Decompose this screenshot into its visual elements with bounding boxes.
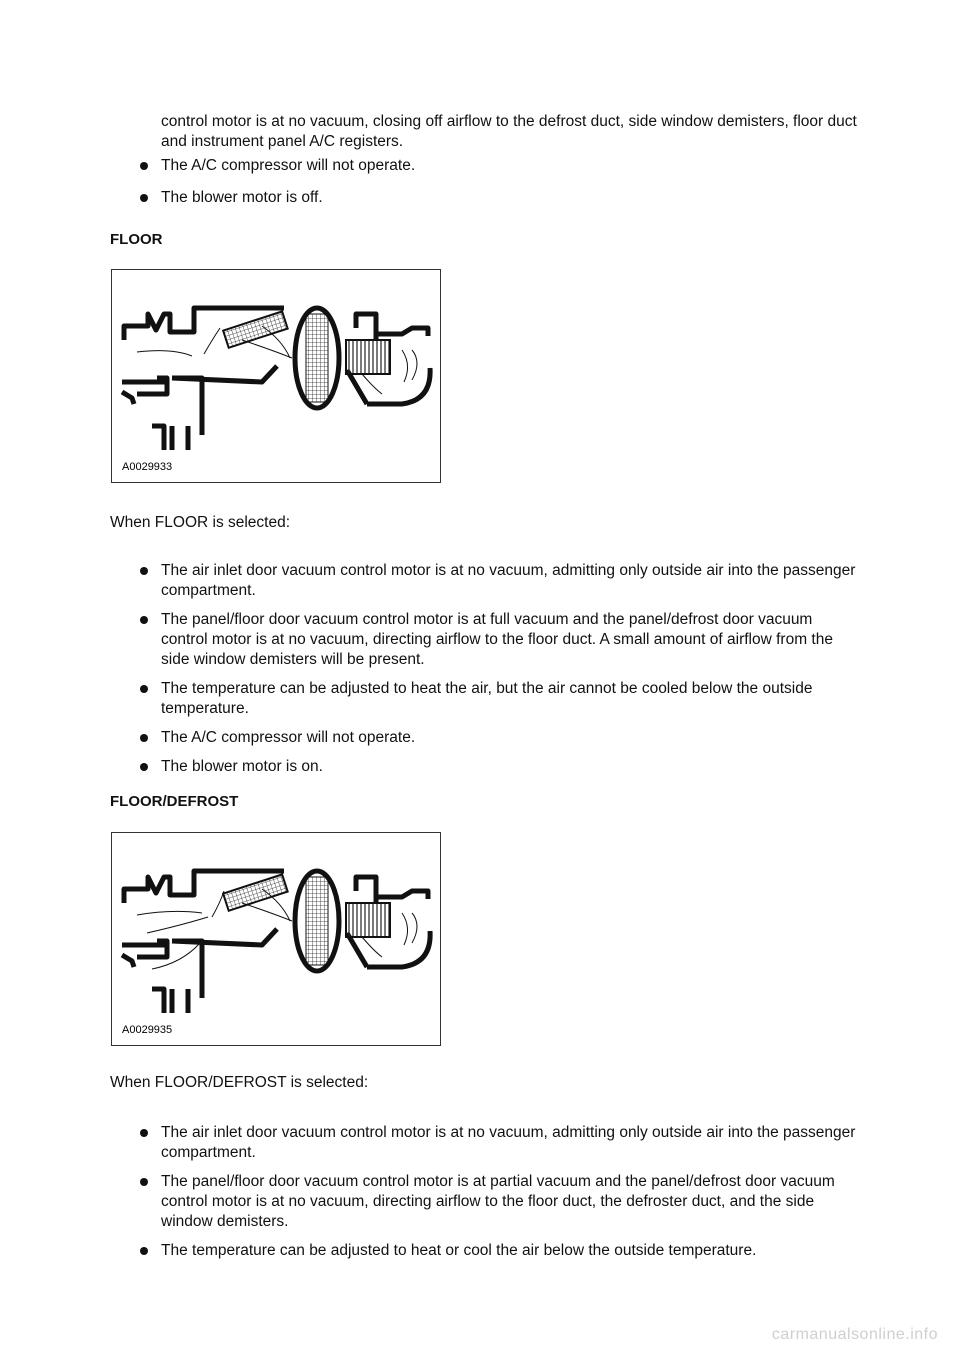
bullet-icon	[140, 194, 148, 202]
intro-floor-defrost: When FLOOR/DEFROST is selected:	[110, 1074, 369, 1091]
figure-label: A0029933	[122, 461, 173, 473]
bullet-icon	[140, 616, 148, 624]
section-heading-floor: FLOOR	[110, 231, 163, 248]
list-item: The A/C compressor will not operate.	[140, 728, 860, 748]
continuation-text: control motor is at no vacuum, closing off airflow to the defrost duct, side window demisters, floor duct and instrument panel A/C registers.	[161, 113, 857, 150]
list-item: The blower motor is on.	[140, 757, 860, 777]
bullet-list-floor-defrost	[140, 1123, 860, 1261]
hvac-diagram-floor-defrost	[112, 833, 440, 1045]
bullet-icon	[140, 1247, 148, 1255]
bullet-icon	[140, 734, 148, 742]
list-item: The A/C compressor will not operate.	[140, 156, 860, 176]
bullet-icon	[140, 685, 148, 693]
bullet-list-floor	[140, 561, 860, 777]
bullet-icon	[140, 567, 148, 575]
figure-label: A0029935	[122, 1024, 173, 1036]
list-item: The air inlet door vacuum control motor is at no vacuum, admitting only outside air into the passenger compartment.	[140, 1123, 860, 1163]
figure-floor-defrost	[111, 832, 441, 1046]
section-heading-floor-defrost: FLOOR/DEFROST	[110, 793, 239, 810]
list-item: The panel/floor door vacuum control motor is at full vacuum and the panel/defrost door vacuum control motor is at no vacuum, directing airflow to the floor duct. A small amount of airflow from the side window demisters will be present.	[140, 610, 860, 670]
list-item: The air inlet door vacuum control motor is at no vacuum, admitting only outside air into the passenger compartment.	[140, 561, 860, 601]
bullet-icon	[140, 763, 148, 771]
watermark: carmanualsonline.info	[771, 1326, 938, 1343]
bullet-list-top	[140, 156, 860, 208]
bullet-icon	[140, 1178, 148, 1186]
list-item: The temperature can be adjusted to heat or cool the air below the outside temperature.	[140, 1241, 860, 1261]
intro-floor: When FLOOR is selected:	[110, 514, 291, 531]
hvac-diagram-floor	[112, 270, 440, 482]
list-item: The temperature can be adjusted to heat the air, but the air cannot be cooled below the outside temperature.	[140, 679, 860, 719]
bullet-icon	[140, 162, 148, 170]
list-item: The blower motor is off.	[140, 188, 860, 208]
bullet-icon	[140, 1129, 148, 1137]
figure-floor	[111, 269, 441, 483]
list-item: The panel/floor door vacuum control motor is at partial vacuum and the panel/defrost door vacuum control motor is at no vacuum, directing airflow to the floor duct, the defroster duct, and the side window demisters.	[140, 1172, 860, 1232]
